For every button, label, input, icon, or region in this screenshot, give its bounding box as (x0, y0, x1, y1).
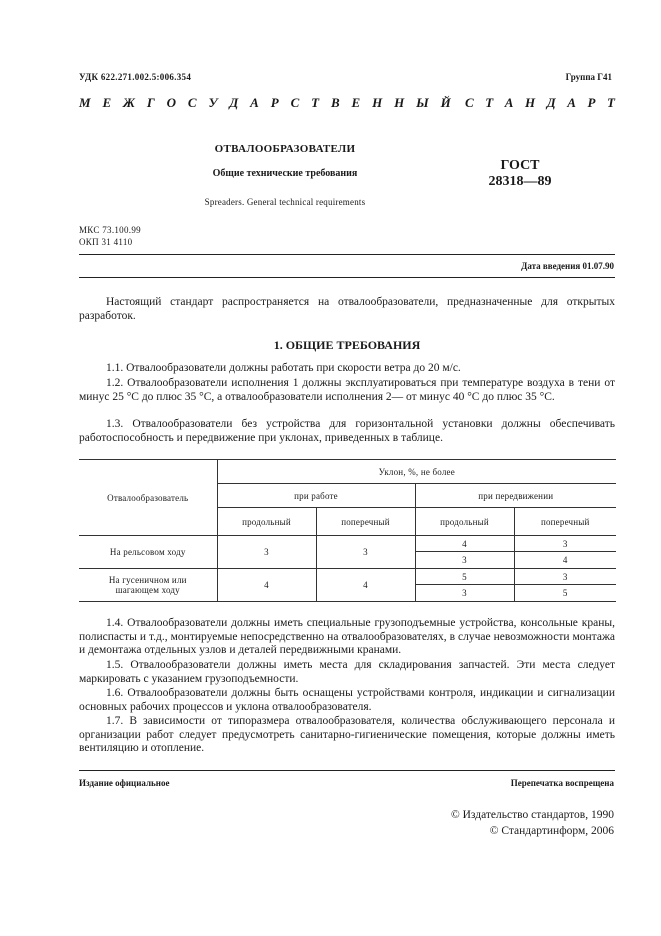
banner-word-interstate (79, 95, 451, 111)
clause-1-3: 1.3. Отвалообразователи без устройства для горизонтальной установки должны обеспечивать работоспособность и передвижение при уклонах, приведенных в таблице. (79, 418, 615, 444)
table-header-slope: Уклон, %, не более (217, 460, 616, 484)
mks-code: МКС 73.100.99 (79, 225, 141, 235)
table-header-move-long: продольный (415, 508, 514, 536)
banner-letter: Р (587, 95, 596, 110)
banner-letter: О (166, 95, 176, 110)
effective-date: Дата введения 01.07.90 (521, 261, 614, 271)
table-header-work-trans: поперечный (316, 508, 415, 536)
table-header-move-trans: поперечный (540, 516, 590, 527)
banner-letter: У (208, 95, 218, 110)
banner-letter: С (465, 95, 474, 110)
divider-top (79, 254, 615, 255)
banner-letter: Т (311, 95, 320, 110)
table-cell: 4 (217, 569, 316, 602)
banner-letter: С (187, 95, 197, 110)
table-header-spreader: Отвалообразователь (79, 460, 217, 536)
divider-bottom (79, 770, 615, 771)
banner-letter: А (250, 95, 259, 110)
table-row-rail-name: На рельсовом ходу (79, 536, 217, 569)
table-row-crawler-name (79, 569, 217, 602)
banner-letter: Г (146, 95, 155, 110)
banner-letter: Т (606, 95, 615, 110)
okp-code: ОКП 31 4110 (79, 237, 133, 247)
table-cell: 4 (562, 555, 568, 565)
table-cell: 4 (415, 536, 514, 552)
copyright-2006: © Стандартинформ, 2006 (489, 825, 614, 837)
clause-1-5: 1.5. Отвалообразователи должны иметь места для складирования запчастей. Эти места следует маркировать с указанием грузоподъемности. (79, 659, 615, 685)
banner-letter: Й (440, 95, 451, 110)
clause-1-7: 1.7. В зависимости от типоразмера отвалообразователя, количества обслуживающего персонала и организации работ следует предусмотреть санитарно-гигиенические помещения, которые должны иметь вентиляцию и отопление. (79, 715, 615, 754)
table-row-crawler-line2: шагающем ходу (115, 585, 180, 595)
official-edition: Издание официальное (79, 778, 170, 788)
banner-letter: Т (485, 95, 494, 110)
banner-letter: А (567, 95, 576, 110)
banner-word-standard (465, 95, 615, 111)
banner-letter: Е (102, 95, 112, 110)
banner-letter: С (290, 95, 300, 110)
banner-letter: Ы (416, 95, 429, 110)
table-cell: 5 (415, 569, 514, 585)
reprint-notice: Перепечатка воспрещена (510, 778, 614, 788)
table-cell: 5 (514, 585, 616, 602)
table-header-work-long: продольный (217, 508, 316, 536)
table-cell: 3 (217, 536, 316, 569)
gost-number (485, 158, 555, 190)
banner-letter: Д (229, 95, 239, 110)
udk-code: УДК 622.271.002.5:006.354 (79, 72, 192, 82)
table-header-move: при передвижении (415, 484, 616, 508)
banner-letter: М (79, 95, 91, 110)
banner-letter: Н (394, 95, 405, 110)
table-cell: 3 (316, 536, 415, 569)
banner-letter: В (330, 95, 340, 110)
table-cell: 3 (415, 585, 514, 602)
intro-paragraph: Настоящий стандарт распространяется на отвалообразователи, предназначенные для открытых разработок. (79, 296, 615, 322)
document-title: ОТВАЛООБРАЗОВАТЕЛИ (214, 143, 356, 155)
banner-letter: Н (525, 95, 536, 110)
section-heading: 1. ОБЩИЕ ТРЕБОВАНИЯ (273, 338, 421, 352)
banner-letter: Е (351, 95, 361, 110)
table-cell: 3 (415, 552, 514, 569)
banner-letter: А (504, 95, 514, 110)
banner-letter: Н (372, 95, 383, 110)
clause-1-4: 1.4. Отвалообразователи должны иметь специальные грузоподъемные устройства, консольные краны, полиспасты и т.д., монтируемые непосредственно на отвалообразователях, в случае невозможности монтажа и демонтажа отдельных узлов и деталей передвижными кранами. (79, 617, 615, 656)
banner-letter: Д (546, 95, 556, 110)
gost-label: ГОСТ (500, 158, 540, 173)
classification-codes (79, 224, 141, 248)
table-header-work: при работе (217, 484, 415, 508)
clause-1-1: 1.1. Отвалообразователи должны работать при скорости ветра до 20 м/с. (106, 362, 461, 374)
english-title: Spreaders. General technical requirements (204, 197, 366, 207)
document-subtitle: Общие технические требования (212, 168, 358, 179)
table-cell: 3 (514, 536, 616, 552)
clause-1-6: 1.6. Отвалообразователи должны быть оснащены устройствами контроля, индикации и сигнализации основных рабочих процессов и уклона отвалообразователя. (79, 687, 615, 713)
standard-banner (79, 95, 615, 111)
divider-date (79, 277, 615, 278)
copyright-1990: © Издательство стандартов, 1990 (450, 809, 614, 821)
banner-letter: Р (270, 95, 279, 110)
table-cell: 3 (514, 569, 616, 585)
clause-1-2: 1.2. Отвалообразователи исполнения 1 должны эксплуатироваться при температуре воздуха в тени от минус 25 °С до плюс 35 °С, а отвалообразователи исполнения 2— от минус 40 °С до плюс 35 °С. (79, 377, 615, 403)
gost-code: 28318—89 (488, 174, 552, 189)
table-cell: 4 (316, 569, 415, 602)
banner-letter: Ж (123, 95, 135, 110)
group-code: Группа Г41 (565, 72, 612, 82)
table-row-crawler-line1: На гусеничном или (108, 575, 187, 585)
slope-table (79, 459, 616, 602)
